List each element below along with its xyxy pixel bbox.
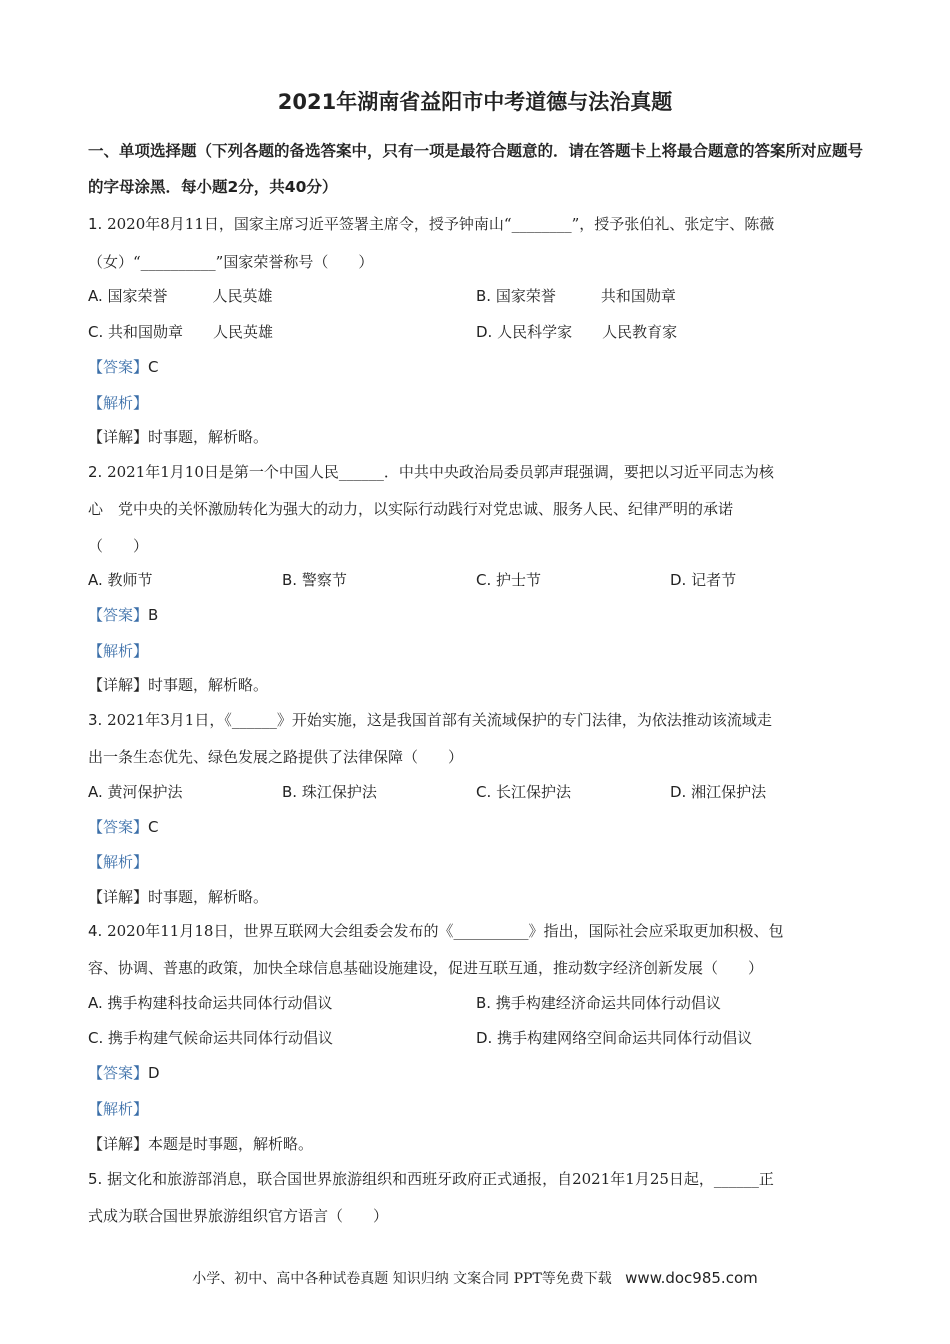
footer-url[interactable]: www.doc985.com bbox=[625, 1269, 758, 1287]
question-4-option-b: B. 携手构建经济命运共同体行动倡议 bbox=[476, 994, 721, 1012]
question-4-option-a: A. 携手构建科技命运共同体行动倡议 bbox=[88, 994, 333, 1012]
question-1-stem-line-2: （女）“__________”国家荣誉称号（ ） bbox=[88, 253, 374, 271]
question-4-stem-line-1: 4. 2020年11月18日，世界互联网大会组委会发布的《__________》指出，国际社会应采取更加积极、包 bbox=[88, 922, 784, 940]
question-2-option-b: B. 警察节 bbox=[282, 571, 347, 589]
question-1-option-b: B. 国家荣誉 共和国勋章 bbox=[476, 287, 676, 305]
question-1-analysis-label: 【解析】 bbox=[88, 394, 149, 412]
question-2-option-d: D. 记者节 bbox=[670, 571, 737, 589]
question-3-detail: 【详解】时事题，解析略。 bbox=[88, 888, 269, 906]
question-4-number: 4. bbox=[88, 922, 103, 940]
question-2-detail: 【详解】时事题，解析略。 bbox=[88, 676, 269, 694]
question-1-option-a: A. 国家荣誉 人民英雄 bbox=[88, 287, 273, 305]
question-1-option-d: D. 人民科学家 人民教育家 bbox=[476, 323, 678, 341]
question-3-option-d: D. 湘江保护法 bbox=[670, 783, 767, 801]
question-4-answer: 【答案】D bbox=[88, 1064, 160, 1082]
question-5-number: 5. bbox=[88, 1170, 103, 1188]
page-footer bbox=[0, 1268, 950, 1288]
question-2-stem-line-3: （ ） bbox=[88, 537, 149, 555]
question-1-detail: 【详解】时事题，解析略。 bbox=[88, 428, 269, 446]
footer-text: 小学、初中、高中各种试卷真题 知识归纳 文案合同 PPT等免费下载 bbox=[192, 1271, 612, 1287]
question-2-analysis-label: 【解析】 bbox=[88, 642, 149, 660]
question-1-number: 1. bbox=[88, 215, 103, 233]
question-5-stem-line-2: 式成为联合国世界旅游组织官方语言（ ） bbox=[88, 1207, 389, 1225]
question-2-stem-line-1: 2. 2021年1月10日是第一个中国人民______．中共中央政治局委员郭声琨强调，要把以习近平同志为核 bbox=[88, 463, 774, 481]
question-3-option-c: C. 长江保护法 bbox=[476, 783, 572, 801]
question-3-stem-line-1: 3. 2021年3月1日，《______》开始实施，这是我国首部有关流域保护的专门法律，为依法推动该流域走 bbox=[88, 711, 772, 729]
question-1-text-1: 2020年8月11日，国家主席习近平签署主席令，授予钟南山“________”，授予张伯礼、张定宇、陈薇 bbox=[107, 215, 775, 233]
question-3-option-b: B. 珠江保护法 bbox=[282, 783, 377, 801]
question-4-detail: 【详解】本题是时事题，解析略。 bbox=[88, 1135, 314, 1153]
question-3-analysis-label: 【解析】 bbox=[88, 853, 149, 871]
section-heading: 一、单项选择题（下列各题的备选答案中，只有一项是最符合题意的．请在答题卡上将最合题意的答案所对应题号的字母涂黑．每小题2分，共40分） bbox=[88, 142, 864, 196]
question-1-answer: 【答案】C bbox=[88, 358, 159, 376]
question-1-option-c: C. 共和国勋章 人民英雄 bbox=[88, 323, 274, 341]
question-3-option-a: A. 黄河保护法 bbox=[88, 783, 183, 801]
question-3-number: 3. bbox=[88, 711, 103, 729]
question-2-option-a: A. 教师节 bbox=[88, 571, 153, 589]
question-4-stem-line-2: 容、协调、普惠的政策，加快全球信息基础设施建设，促进互联互通，推动数字经济创新发展（ ） bbox=[88, 959, 764, 977]
question-3-stem-line-2: 出一条生态优先、绿色发展之路提供了法律保障（ ） bbox=[88, 748, 464, 766]
question-2-number: 2. bbox=[88, 463, 103, 481]
question-4-option-c: C. 携手构建气候命运共同体行动倡议 bbox=[88, 1029, 334, 1047]
question-4-option-d: D. 携手构建网络空间命运共同体行动倡议 bbox=[476, 1029, 753, 1047]
question-2-option-c: C. 护士节 bbox=[476, 571, 542, 589]
page-title: 2021年湖南省益阳市中考道德与法治真题 bbox=[277, 90, 673, 114]
question-2-answer: 【答案】B bbox=[88, 606, 159, 624]
question-5-stem-line-1: 5. 据文化和旅游部消息，联合国世界旅游组织和西班牙政府正式通报，自2021年1月25日起，______正 bbox=[88, 1170, 774, 1188]
question-1-stem-line-1 bbox=[88, 213, 774, 234]
question-2-stem-line-2: 心 党中央的关怀激励转化为强大的动力，以实际行动践行对党忠诚、服务人民、纪律严明的承诺 bbox=[88, 500, 734, 518]
question-4-analysis-label: 【解析】 bbox=[88, 1100, 149, 1118]
question-3-answer: 【答案】C bbox=[88, 818, 159, 836]
